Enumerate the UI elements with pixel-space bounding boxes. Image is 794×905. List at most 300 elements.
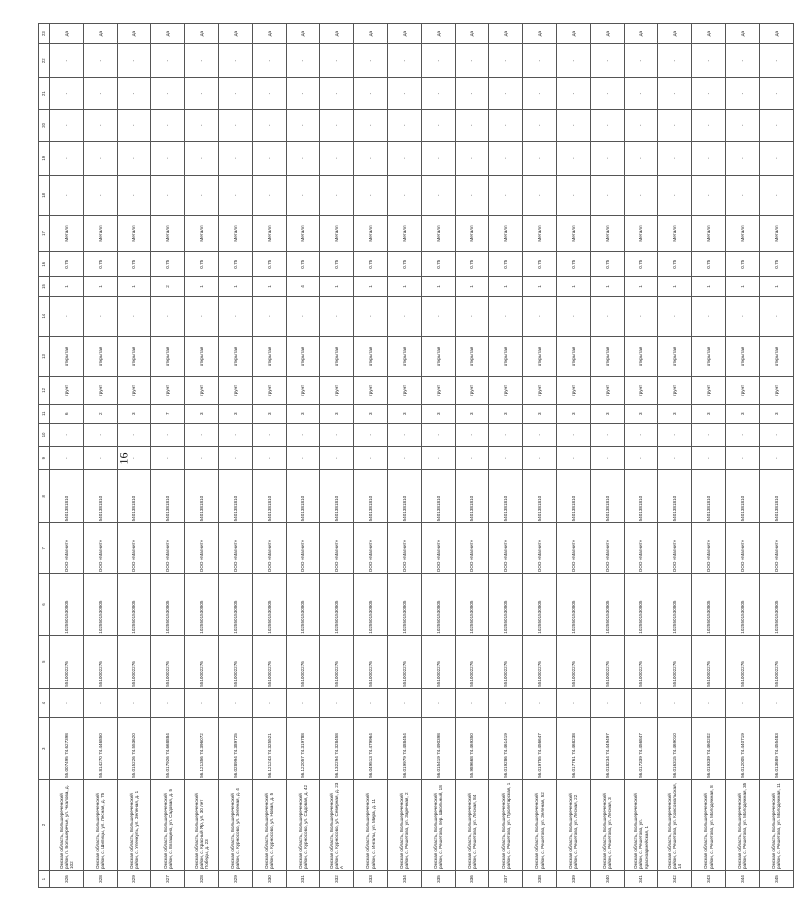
column-number-cell: 20 xyxy=(39,110,50,142)
address-cell: Омская область, Большереченский район, с. Решетово, ул. Молодежная, 35 xyxy=(725,779,759,870)
table-cell: - xyxy=(117,141,151,175)
column-number-cell: 6 xyxy=(39,574,50,635)
table-cell: 0.75 xyxy=(286,252,320,277)
table-cell: 3 xyxy=(218,404,252,423)
table-cell: 2 xyxy=(151,277,185,296)
table-cell: 5510002276 xyxy=(556,635,590,688)
table-cell: 5510002276 xyxy=(320,635,354,688)
table-cell: - xyxy=(50,447,84,470)
table-cell: - xyxy=(83,44,117,78)
table-cell: 0.75 xyxy=(759,252,793,277)
column-number-cell: 14 xyxy=(39,296,50,336)
table-cell: - xyxy=(387,175,421,215)
table-cell: 5510002276 xyxy=(624,635,658,688)
table-cell: - xyxy=(523,110,557,142)
table-cell: - xyxy=(354,175,388,215)
table-cell: - xyxy=(489,423,523,446)
page-number: 16 xyxy=(116,452,131,465)
table-cell: 0.75 xyxy=(117,252,151,277)
table-cell: - xyxy=(624,175,658,215)
table-cell: 0.75 xyxy=(354,252,388,277)
address-cell: Омская область, Большереченский район, с. Шипицы, ул. Лесная, д. 75 xyxy=(83,779,117,870)
table-cell: - xyxy=(556,688,590,718)
table-cell: 327 xyxy=(151,871,185,888)
table-cell: - xyxy=(354,688,388,718)
table-cell: 0.75 xyxy=(725,252,759,277)
table-cell: - xyxy=(83,296,117,336)
table-cell: да xyxy=(590,24,624,44)
table-cell: грунт xyxy=(117,377,151,405)
table-cell: грунт xyxy=(50,377,84,405)
table-cell: 5401381810 xyxy=(556,470,590,523)
table-row xyxy=(83,24,117,888)
table-cell: - xyxy=(658,175,692,215)
table-cell: 335 xyxy=(421,871,455,888)
table-cell: да xyxy=(421,24,455,44)
table-cell: - xyxy=(117,175,151,215)
table-cell: 1025501530805 xyxy=(759,574,793,635)
table-cell: ООО «Магнит» xyxy=(117,523,151,574)
table-cell: - xyxy=(387,141,421,175)
table-cell: да xyxy=(320,24,354,44)
table-cell: 1025501530805 xyxy=(556,574,590,635)
table-cell: - xyxy=(523,423,557,446)
table-cell: - xyxy=(185,44,219,78)
address-cell: Омская область, Большереченский район, с. Решетово, ул. Молодежная, 11 xyxy=(759,779,793,870)
table-cell: да xyxy=(658,24,692,44)
table-cell: - xyxy=(421,44,455,78)
table-cell: 3 xyxy=(117,404,151,423)
table-cell: 341 xyxy=(624,871,658,888)
table-row xyxy=(286,24,320,888)
table-cell: - xyxy=(489,447,523,470)
table-cell: - xyxy=(185,110,219,142)
table-cell: - xyxy=(50,78,84,110)
table-cell: 56.132294 74.328458 xyxy=(320,718,354,779)
table-cell: 0.75 xyxy=(590,252,624,277)
table-cell: ООО «Магнит» xyxy=(590,523,624,574)
table-row xyxy=(151,24,185,888)
table-cell: 3 xyxy=(759,404,793,423)
table-cell: - xyxy=(658,423,692,446)
table-cell: 1025501530805 xyxy=(387,574,421,635)
table-cell: 5510002276 xyxy=(455,635,489,688)
table-cell: - xyxy=(83,110,117,142)
table-cell: Металл xyxy=(286,216,320,252)
table-cell: 3 xyxy=(658,404,692,423)
table-cell: Металл xyxy=(725,216,759,252)
table-cell: - xyxy=(387,296,421,336)
table-cell: ООО «Магнит» xyxy=(252,523,286,574)
table-cell: 56.121356 74.396072 xyxy=(185,718,219,779)
table-cell: 55.017926 74.668884 xyxy=(151,718,185,779)
table-row xyxy=(725,24,759,888)
address-cell: Омская область, Большереченский район, с. Ингалы, ул. Мира, д. 11 xyxy=(354,779,388,870)
table-cell: 5510002276 xyxy=(421,635,455,688)
table-cell: - xyxy=(151,175,185,215)
table-row xyxy=(185,24,219,888)
table-cell: 0.75 xyxy=(658,252,692,277)
table-cell: 331 xyxy=(286,871,320,888)
table-cell: 5401381810 xyxy=(83,470,117,523)
table-cell: - xyxy=(523,688,557,718)
table-cell: 5401381810 xyxy=(387,470,421,523)
table-cell: 5401381810 xyxy=(725,470,759,523)
table-cell: 1025501530805 xyxy=(354,574,388,635)
table-cell: Металл xyxy=(50,216,84,252)
table-cell: грунт xyxy=(759,377,793,405)
address-cell: Омская область, Большереченский район, с. Красный Яр, ул. 30 лет Победы, д. 23 xyxy=(185,779,219,870)
table-cell: ООО «Магнит» xyxy=(692,523,726,574)
table-cell: да xyxy=(50,24,84,44)
table-cell: - xyxy=(692,78,726,110)
table-cell: - xyxy=(286,78,320,110)
table-cell: да xyxy=(725,24,759,44)
table-cell: - xyxy=(658,447,692,470)
table-cell: - xyxy=(455,423,489,446)
table-cell: 56.015419 74.490398 xyxy=(421,718,455,779)
table-cell: - xyxy=(590,296,624,336)
table-cell: да xyxy=(185,24,219,44)
table-cell: грунт xyxy=(252,377,286,405)
table-cell: 1025501530805 xyxy=(50,574,84,635)
table-cell: - xyxy=(218,447,252,470)
table-cell: открытая xyxy=(50,336,84,376)
table-cell: - xyxy=(421,141,455,175)
table-cell: открытая xyxy=(624,336,658,376)
table-cell: 55.007495 74.627398 xyxy=(50,718,84,779)
table-cell: 55.814270 74.446850 xyxy=(83,718,117,779)
table-cell: 5510002276 xyxy=(252,635,286,688)
table-row xyxy=(692,24,726,888)
table-cell: - xyxy=(590,447,624,470)
table-cell: открытая xyxy=(354,336,388,376)
table-cell: 56.019979 74.488454 xyxy=(387,718,421,779)
table-cell: 340 xyxy=(590,871,624,888)
table-cell: 56.028994 74.389725 xyxy=(218,718,252,779)
table-cell: - xyxy=(658,78,692,110)
table-cell: 5510002276 xyxy=(759,635,793,688)
table-cell: - xyxy=(83,175,117,215)
table-cell: - xyxy=(252,44,286,78)
table-cell: - xyxy=(725,688,759,718)
table-cell: - xyxy=(387,110,421,142)
table-cell: 1025501530805 xyxy=(320,574,354,635)
table-cell: - xyxy=(50,296,84,336)
table-cell: 1 xyxy=(218,277,252,296)
table-cell: 328 xyxy=(185,871,219,888)
table-cell: ООО «Магнит» xyxy=(185,523,219,574)
column-number-cell: 1 xyxy=(39,871,50,888)
table-cell: 5401381810 xyxy=(286,470,320,523)
table-cell: - xyxy=(421,447,455,470)
address-cell: Омская область, Большереченский район, с. Евгащино, ул. Садовая, д. 5 xyxy=(151,779,185,870)
table-cell: грунт xyxy=(286,377,320,405)
table-cell: 3 xyxy=(421,404,455,423)
table-cell: - xyxy=(354,296,388,336)
table-cell: открытая xyxy=(83,336,117,376)
table-cell: 5510002276 xyxy=(218,635,252,688)
table-cell: 0.75 xyxy=(455,252,489,277)
table-cell: - xyxy=(252,296,286,336)
table-cell: - xyxy=(151,423,185,446)
table-row xyxy=(624,24,658,888)
table-cell: - xyxy=(354,423,388,446)
table-cell: грунт xyxy=(320,377,354,405)
table-cell: - xyxy=(556,110,590,142)
table-cell: Металл xyxy=(117,216,151,252)
column-number-cell: 22 xyxy=(39,44,50,78)
column-number-cell: 4 xyxy=(39,688,50,718)
table-cell: - xyxy=(692,44,726,78)
table-cell: 1 xyxy=(759,277,793,296)
table-cell: 1025501530805 xyxy=(185,574,219,635)
table-cell: да xyxy=(759,24,793,44)
table-cell: - xyxy=(286,44,320,78)
table-cell: да xyxy=(692,24,726,44)
table-cell: 1025501530805 xyxy=(725,574,759,635)
table-cell: - xyxy=(252,78,286,110)
table-cell: - xyxy=(725,447,759,470)
table-cell: 0.75 xyxy=(83,252,117,277)
table-cell: 2 xyxy=(83,404,117,423)
registry-table xyxy=(38,23,794,888)
table-cell: - xyxy=(50,423,84,446)
table-cell: - xyxy=(759,447,793,470)
table-cell: грунт xyxy=(523,377,557,405)
table-cell: Металл xyxy=(421,216,455,252)
table-cell: - xyxy=(759,296,793,336)
table-cell: - xyxy=(151,141,185,175)
table-cell: - xyxy=(218,44,252,78)
table-cell: 3 xyxy=(252,404,286,423)
table-cell: Металл xyxy=(218,216,252,252)
table-cell: - xyxy=(692,141,726,175)
table-cell: 5401381810 xyxy=(151,470,185,523)
table-cell: - xyxy=(50,44,84,78)
table-cell: - xyxy=(489,141,523,175)
table-cell: 329 xyxy=(117,871,151,888)
column-number-cell: 17 xyxy=(39,216,50,252)
table-row xyxy=(387,24,421,888)
table-row xyxy=(556,24,590,888)
table-cell: - xyxy=(83,447,117,470)
table-cell: - xyxy=(489,78,523,110)
table-cell: - xyxy=(759,44,793,78)
rotated-table-wrapper xyxy=(38,23,782,888)
table-cell: 5401381810 xyxy=(117,470,151,523)
table-cell: открытая xyxy=(556,336,590,376)
table-cell: - xyxy=(624,423,658,446)
table-cell: - xyxy=(692,175,726,215)
table-cell: - xyxy=(117,78,151,110)
table-cell: 3 xyxy=(286,404,320,423)
table-cell: - xyxy=(252,447,286,470)
table-cell: - xyxy=(185,78,219,110)
table-cell: 3 xyxy=(185,404,219,423)
column-number-cell: 15 xyxy=(39,277,50,296)
table-cell: 344 xyxy=(725,871,759,888)
table-cell: - xyxy=(692,423,726,446)
table-cell: - xyxy=(117,110,151,142)
table-cell: 1 xyxy=(725,277,759,296)
table-cell: - xyxy=(117,44,151,78)
table-cell: Металл xyxy=(354,216,388,252)
table-cell: 1 xyxy=(692,277,726,296)
table-cell: 5510002276 xyxy=(50,635,84,688)
table-cell: 1025501530805 xyxy=(624,574,658,635)
table-cell: 56.013689 74.455483 xyxy=(759,718,793,779)
table-cell: открытая xyxy=(658,336,692,376)
table-cell: 5510002276 xyxy=(658,635,692,688)
table-cell: 1025501530805 xyxy=(151,574,185,635)
table-cell: - xyxy=(590,175,624,215)
table-cell: Металл xyxy=(624,216,658,252)
table-cell: Металл xyxy=(759,216,793,252)
table-cell: ООО «Магнит» xyxy=(387,523,421,574)
column-number-cell: 9 xyxy=(39,447,50,470)
table-cell: 342 xyxy=(658,871,692,888)
table-cell: - xyxy=(556,423,590,446)
table-cell: 1025501530805 xyxy=(117,574,151,635)
table-cell: - xyxy=(759,423,793,446)
table-cell: - xyxy=(218,688,252,718)
table-cell: - xyxy=(556,141,590,175)
table-cell: - xyxy=(286,423,320,446)
table-cell: - xyxy=(218,423,252,446)
column-number-cell: 11 xyxy=(39,404,50,423)
table-row xyxy=(320,24,354,888)
table-cell: 337 xyxy=(489,871,523,888)
table-cell: 1025501530805 xyxy=(692,574,726,635)
table-cell: - xyxy=(354,110,388,142)
address-cell: Омская область, Большереченский район, с. Решетово, пер. Школьный, 18 xyxy=(421,779,455,870)
table-cell: 5401381810 xyxy=(590,470,624,523)
table-cell: 5401381810 xyxy=(421,470,455,523)
table-cell: 5401381810 xyxy=(624,470,658,523)
table-cell: 1025501530805 xyxy=(218,574,252,635)
table-cell: грунт xyxy=(556,377,590,405)
table-cell: - xyxy=(556,44,590,78)
table-cell: 56.012005 74.440719 xyxy=(725,718,759,779)
table-cell: - xyxy=(455,78,489,110)
table-cell: 5401381810 xyxy=(489,470,523,523)
table-cell: ООО «Магнит» xyxy=(354,523,388,574)
table-cell: 0.75 xyxy=(489,252,523,277)
table-cell: Металл xyxy=(658,216,692,252)
table-cell: Металл xyxy=(692,216,726,252)
table-cell: 55.989668 74.469350 xyxy=(455,718,489,779)
table-cell: 326 xyxy=(50,871,84,888)
table-cell: 3 xyxy=(523,404,557,423)
table-cell: - xyxy=(658,141,692,175)
table-cell: - xyxy=(658,296,692,336)
table-cell: - xyxy=(421,175,455,215)
table-cell: 56.017339 74.456847 xyxy=(624,718,658,779)
table-cell: 3 xyxy=(590,404,624,423)
column-number-cell: 13 xyxy=(39,336,50,376)
table-cell: - xyxy=(455,110,489,142)
table-cell: грунт xyxy=(83,377,117,405)
table-cell: - xyxy=(455,141,489,175)
table-cell: открытая xyxy=(421,336,455,376)
table-cell: 56.049513 74.479964 xyxy=(354,718,388,779)
table-cell: 330 xyxy=(252,871,286,888)
table-row xyxy=(50,24,84,888)
table-cell: - xyxy=(185,175,219,215)
table-cell: 3 xyxy=(624,404,658,423)
table-cell: 1 xyxy=(421,277,455,296)
address-cell: Омская область, Большереченский район, с. Решетово, ул. Красноармейская, 1 xyxy=(624,779,658,870)
table-cell: - xyxy=(455,175,489,215)
table-cell: 5510002276 xyxy=(151,635,185,688)
table-cell: - xyxy=(759,688,793,718)
column-number-cell: 23 xyxy=(39,24,50,44)
table-cell: грунт xyxy=(455,377,489,405)
table-cell: Металл xyxy=(556,216,590,252)
table-cell: Металл xyxy=(455,216,489,252)
table-cell: - xyxy=(523,44,557,78)
table-cell: 1025501530805 xyxy=(658,574,692,635)
table-cell: ООО «Магнит» xyxy=(218,523,252,574)
table-cell: Металл xyxy=(151,216,185,252)
table-cell: 5510002276 xyxy=(590,635,624,688)
address-cell: Омская область, Большереченский район, с. Решетово, ул. Комсомольская, 14 xyxy=(658,779,692,870)
table-cell: ООО «Магнит» xyxy=(759,523,793,574)
table-cell: да xyxy=(387,24,421,44)
table-cell: да xyxy=(489,24,523,44)
table-cell: - xyxy=(523,175,557,215)
table-cell: открытая xyxy=(692,336,726,376)
table-cell: 329 xyxy=(218,871,252,888)
table-cell: 1 xyxy=(83,277,117,296)
table-cell: да xyxy=(218,24,252,44)
table-cell: - xyxy=(624,688,658,718)
table-cell: открытая xyxy=(117,336,151,376)
table-cell: - xyxy=(286,175,320,215)
table-row xyxy=(455,24,489,888)
address-cell: Омская область, Большереченский район, с. Решетово, ул. Лесная, 22 xyxy=(556,779,590,870)
table-cell: 1 xyxy=(624,277,658,296)
table-cell: Металл xyxy=(523,216,557,252)
table-cell: 333 xyxy=(354,871,388,888)
column-number-cell: 21 xyxy=(39,78,50,110)
table-cell: - xyxy=(320,688,354,718)
table-cell: - xyxy=(320,296,354,336)
address-cell: Омская область, Большереченский район, с. Решетово, ул. Лесная, 3 xyxy=(590,779,624,870)
table-cell: да xyxy=(286,24,320,44)
table-cell: - xyxy=(624,447,658,470)
table-cell: 56.016315 74.469010 xyxy=(658,718,692,779)
table-cell: 5510002276 xyxy=(489,635,523,688)
table-cell: 0.75 xyxy=(523,252,557,277)
address-cell: Омская область, Большереченский район, с. Решетово, ул. Пролетарская, 1 xyxy=(489,779,523,870)
table-cell: 5510002276 xyxy=(725,635,759,688)
table-cell: - xyxy=(556,78,590,110)
table-cell: 0.75 xyxy=(556,252,590,277)
address-cell: Омская область, Большереченский район, с. Решетово, ул. Молодежная, 8 xyxy=(692,779,726,870)
table-cell: - xyxy=(83,423,117,446)
table-cell: 1 xyxy=(556,277,590,296)
table-cell: 5510002276 xyxy=(354,635,388,688)
table-cell: да xyxy=(556,24,590,44)
table-cell: 5510002276 xyxy=(692,635,726,688)
table-cell: - xyxy=(421,110,455,142)
table-cell: 345 xyxy=(759,871,793,888)
table-cell: 1025501530805 xyxy=(421,574,455,635)
column-number-cell: 2 xyxy=(39,779,50,870)
table-cell: - xyxy=(218,175,252,215)
